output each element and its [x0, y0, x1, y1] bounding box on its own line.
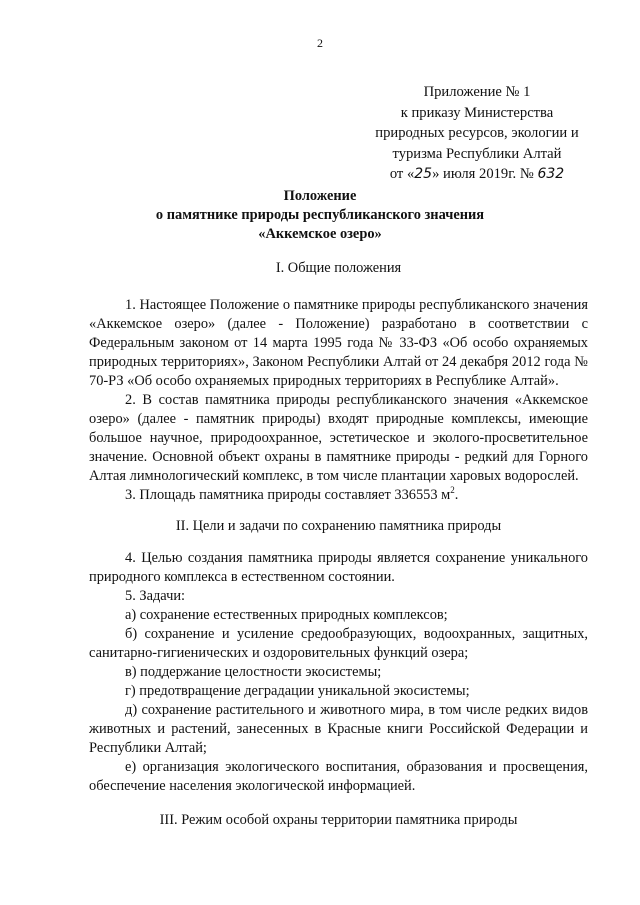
title-line-2: о памятнике природы республиканского значения	[155, 207, 485, 223]
page-number: 2	[317, 36, 323, 50]
title-line-1: Положение	[283, 188, 357, 204]
paragraph-3-text: 3. Площадь памятника природы составляет 336553 м	[125, 487, 451, 503]
document-body	[89, 259, 588, 830]
appendix-line-2: к приказу Министерства	[400, 104, 554, 121]
square-superscript: 2	[450, 485, 455, 496]
appendix-header	[352, 82, 602, 185]
date-middle: » июля 2019г. №	[432, 166, 538, 182]
paragraph-3-end: .	[454, 487, 459, 503]
appendix-date-line	[352, 164, 602, 185]
paragraph-4: 4. Целью создания памятника природы является сохранение уникального природного комплекса в естественном состоянии.	[89, 550, 588, 585]
paragraph-1: 1. Настоящее Положение о памятнике природы республиканского значения «Аккемское озеро» (далее - Положение) разработано в соответствии с Федеральным законом от 14 марта 1995 года № 33-ФЗ «Об особо охраняемых природных территориях», Законом Республики Алтай от 24 декабря 2012 года № 70-РЗ «Об особо охраняемых природных территориях в Республике Алтай».	[89, 297, 588, 389]
handwritten-day: 25	[414, 166, 433, 182]
appendix-line-3: природных ресурсов, экологии и	[375, 125, 579, 141]
paragraph-5: 5. Задачи:	[125, 588, 186, 604]
appendix-line-4: туризма Республики Алтай	[392, 145, 562, 162]
task-b: б) сохранение и усиление средообразующих, водоохранных, защитных, санитарно-гигиенических и оздоровительных функций озера;	[89, 626, 588, 661]
date-prefix: от «	[389, 166, 415, 182]
document-title	[0, 187, 640, 244]
section-1-heading: I. Общие положения	[275, 260, 402, 276]
task-f: е) организация экологического воспитания, образования и просвещения, обеспечение населения экологической информацией.	[89, 759, 588, 794]
handwritten-order-number: 632	[537, 166, 565, 182]
task-e: д) сохранение растительного и животного мира, в том числе редких видов животных и растений, занесенных в Красные книги Российской Федерации и Республики Алтай;	[89, 702, 588, 756]
title-line-3: «Аккемское озеро»	[258, 226, 382, 242]
task-c: в) поддержание целостности экосистемы;	[125, 664, 382, 680]
paragraph-2: 2. В состав памятника природы республиканского значения «Аккемское озеро» (далее - памятник природы) входят природные комплексы, имеющие большое научное, природоохранное, эстетическое и эколого-просветительное значение. Основной объект охраны в памятнике природы - редкий для Горного Алтая лимнологический комплекс, в том числе плантации харовых водорослей.	[89, 392, 588, 484]
task-d: г) предотвращение деградации уникальной экосистемы;	[125, 683, 470, 699]
section-3-heading: III. Режим особой охраны территории памятника природы	[159, 812, 518, 828]
paragraph-3	[89, 486, 588, 505]
appendix-line-1: Приложение № 1	[423, 84, 531, 100]
section-2-heading: II. Цели и задачи по сохранению памятника природы	[175, 518, 502, 534]
task-a: а) сохранение естественных природных комплексов;	[125, 607, 448, 623]
